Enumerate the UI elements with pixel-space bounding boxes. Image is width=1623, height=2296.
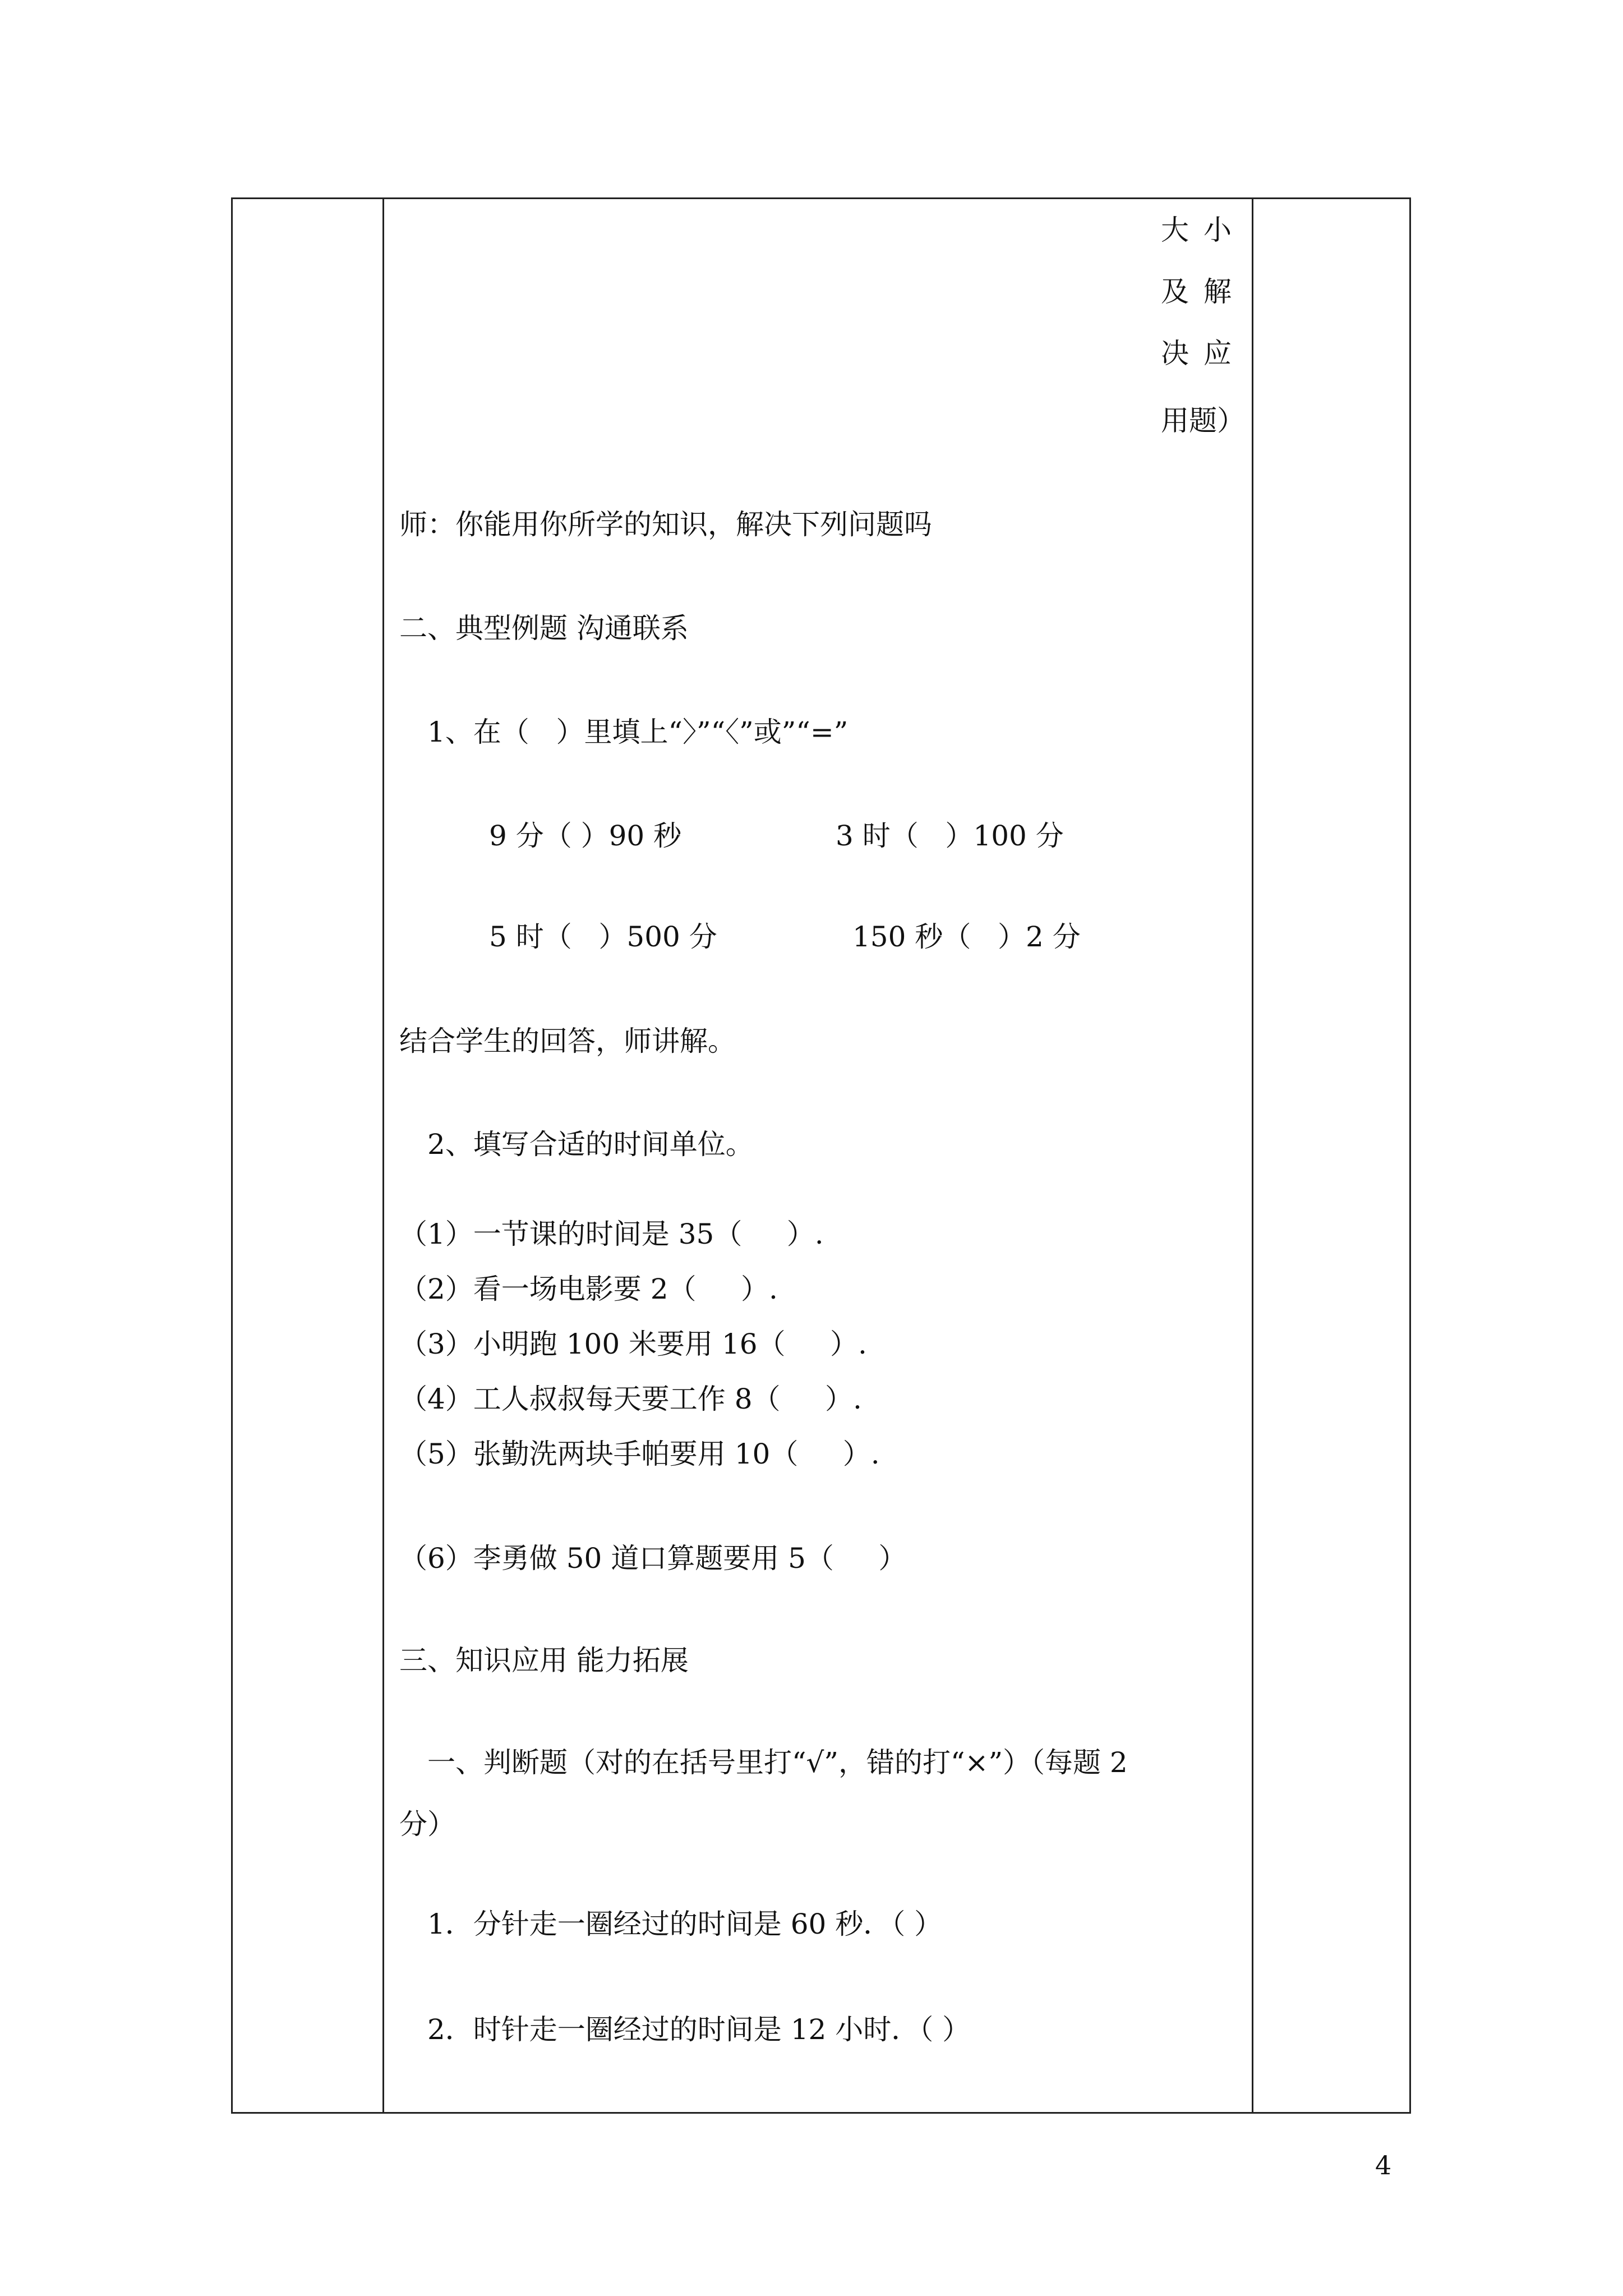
question-2-item-4: （4）工人叔叔每天要工作 8（ ）.: [399, 1383, 862, 1415]
question-2-prompt: 2、填写合适的时间单位。: [427, 1128, 754, 1161]
page-number: 4: [1375, 2150, 1392, 2180]
judge-item-2: 2．时针走一圈经过的时间是 12 小时．（ ）: [427, 2013, 971, 2046]
question-1-row1-right: 3 时（ ）100 分: [836, 820, 1064, 852]
question-1-row1-left: 9 分（ ）90 秒: [489, 820, 682, 852]
section-3-heading: 三、知识应用 能力拓展: [399, 1644, 689, 1677]
side-note-line-3: 决应: [1161, 337, 1246, 370]
table-column-divider-2: [1252, 197, 1253, 2114]
question-2-item-2: （2）看一场电影要 2（ ）.: [399, 1273, 778, 1305]
teacher-intro: 师：你能用你所学的知识，解决下列问题吗: [399, 508, 932, 541]
question-2-item-6: （6）李勇做 50 道口算题要用 5（ ）: [399, 1542, 907, 1575]
judge-instructions-line-1: 一、判断题（对的在括号里打“√”，错的打“×”）（每题 2: [427, 1746, 1128, 1779]
question-2-item-3: （3）小明跑 100 米要用 16（ ）.: [399, 1328, 867, 1360]
side-note-line-2: 及解: [1161, 275, 1246, 308]
section-2-heading: 二、典型例题 沟通联系: [399, 612, 689, 645]
question-1-prompt: 1、在（ ）里填上“〉”“〈”或”“=”: [427, 716, 849, 748]
question-2-item-1: （1）一节课的时间是 35（ ）.: [399, 1218, 824, 1250]
table-column-divider-1: [382, 197, 384, 2114]
side-note-line-4: 用题）: [1161, 404, 1245, 437]
question-1-row2-right: 150 秒（ ）2 分: [852, 921, 1081, 953]
question-1-row2-left: 5 时（ ）500 分: [489, 921, 717, 953]
explanation-note: 结合学生的回答，师讲解。: [399, 1025, 736, 1057]
judge-item-1: 1．分针走一圈经过的时间是 60 秒．（ ）: [427, 1908, 943, 1940]
judge-instructions-line-2: 分）: [399, 1808, 455, 1841]
question-2-item-5: （5）张勤洗两块手帕要用 10（ ）.: [399, 1438, 880, 1470]
side-note-line-1: 大小: [1161, 214, 1246, 246]
